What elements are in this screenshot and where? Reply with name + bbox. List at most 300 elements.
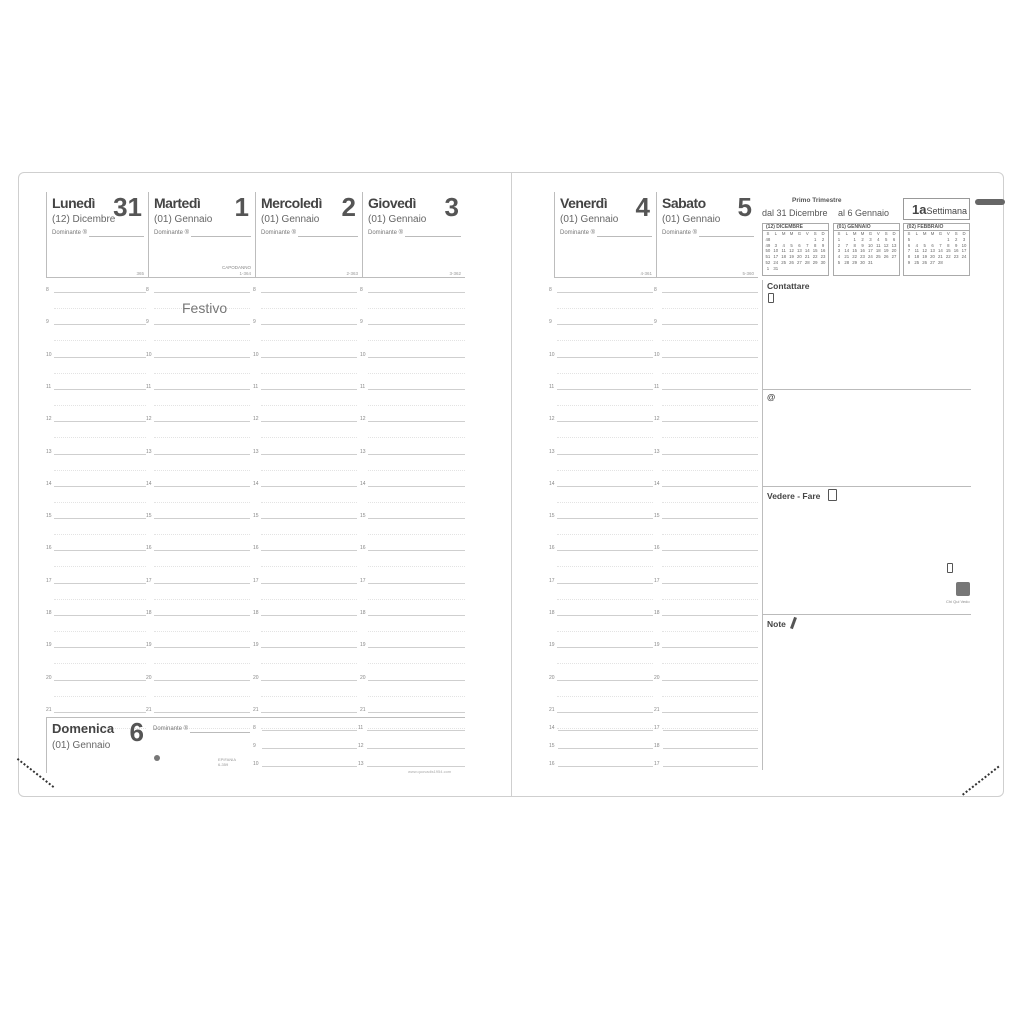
- sunday-header: [46, 717, 150, 773]
- hour-line: [154, 292, 250, 293]
- hour-label: 17: [654, 577, 660, 584]
- hour-row-extra[interactable]: [549, 743, 653, 754]
- hour-row[interactable]: [549, 347, 653, 379]
- calendar-cell: 25: [781, 259, 787, 265]
- hour-row[interactable]: [253, 476, 357, 508]
- calendar-cell: 3: [962, 236, 966, 242]
- calendar-cell: 51: [765, 254, 771, 260]
- hour-row[interactable]: [360, 670, 465, 702]
- sunday-code: [218, 757, 236, 767]
- hour-line: [154, 324, 250, 325]
- hour-row[interactable]: [360, 508, 465, 540]
- day-header: [656, 192, 758, 278]
- calendar-cell: 6: [892, 236, 896, 242]
- day-month: (01) Gennaio: [560, 214, 619, 225]
- hour-row[interactable]: [654, 573, 758, 605]
- hour-row[interactable]: [253, 605, 357, 637]
- hour-row[interactable]: [146, 573, 250, 605]
- hour-line: [368, 324, 465, 325]
- calendar-cell: [788, 238, 796, 243]
- hour-line: [54, 550, 146, 551]
- hour-label: 21: [146, 706, 152, 713]
- hour-line: [663, 748, 758, 749]
- calendar-cell: 13: [797, 248, 802, 254]
- hour-row-extra[interactable]: [549, 761, 653, 772]
- calendar-cell: 18: [875, 248, 881, 254]
- hour-label: 19: [253, 642, 259, 649]
- hour-label: 14: [549, 725, 555, 731]
- trimester-title: Primo Trimestre: [792, 197, 842, 204]
- half-hour-line: [662, 696, 758, 697]
- hour-column: [654, 282, 758, 734]
- hour-row[interactable]: [654, 670, 758, 702]
- hour-label: 9: [253, 319, 256, 326]
- calendar-cell: 13: [891, 242, 897, 248]
- hour-row[interactable]: [360, 282, 465, 314]
- calendar-cell: 1: [766, 265, 770, 271]
- half-hour-line: [54, 308, 146, 309]
- holiday-tag: CAPODANNO: [221, 265, 251, 270]
- calendar-cell: 2: [861, 236, 864, 242]
- mini-calendar-grid: [764, 232, 827, 271]
- hour-row[interactable]: [654, 314, 758, 346]
- hour-label: 15: [46, 513, 52, 520]
- calendar-cell: S: [766, 231, 770, 236]
- hour-label: 13: [46, 448, 52, 455]
- hour-row[interactable]: [146, 314, 250, 346]
- hour-line: [662, 389, 758, 390]
- hour-row[interactable]: [46, 476, 146, 508]
- hour-label: 9: [654, 319, 657, 326]
- hour-line: [262, 730, 357, 731]
- sunday-name: Domenica: [52, 721, 115, 736]
- hour-row[interactable]: [253, 508, 357, 540]
- half-hour-line: [368, 437, 465, 438]
- hour-row[interactable]: [654, 637, 758, 669]
- week-label: Settimana: [926, 206, 967, 216]
- hour-row[interactable]: [146, 444, 250, 476]
- hour-row[interactable]: [253, 411, 357, 443]
- hour-row[interactable]: [549, 444, 653, 476]
- day-count: 365: [136, 271, 144, 276]
- calendar-cell: G: [797, 231, 802, 236]
- hour-line: [662, 712, 758, 713]
- hour-row[interactable]: [46, 347, 146, 379]
- hour-row[interactable]: [654, 540, 758, 572]
- calendar-cell: D: [962, 231, 966, 236]
- half-hour-line: [154, 631, 250, 632]
- dominante-line: [405, 236, 461, 237]
- hour-row-extra[interactable]: [654, 761, 758, 772]
- hour-line: [557, 292, 653, 293]
- calendar-cell: [819, 267, 827, 272]
- hour-row[interactable]: [549, 314, 653, 346]
- calendar-cell: 28: [804, 259, 810, 265]
- hour-row-extra[interactable]: [654, 743, 758, 754]
- hour-row[interactable]: [46, 573, 146, 605]
- hour-row[interactable]: [146, 508, 250, 540]
- hour-line: [261, 583, 357, 584]
- calendar-cell: [929, 238, 937, 243]
- hour-row[interactable]: [146, 540, 250, 572]
- hour-row[interactable]: [654, 476, 758, 508]
- hour-row[interactable]: [146, 605, 250, 637]
- calendar-cell: 5: [884, 236, 888, 242]
- calendar-cell: 30: [820, 259, 826, 265]
- dominante-label: Dominante ®: [662, 230, 698, 236]
- calendar-cell: 50: [765, 248, 771, 254]
- hour-line: [663, 730, 758, 731]
- calendar-cell: 5: [837, 259, 841, 265]
- hour-row[interactable]: [549, 540, 653, 572]
- calendar-cell: [796, 267, 804, 272]
- hour-row[interactable]: [253, 347, 357, 379]
- hour-label: 10: [360, 351, 366, 358]
- half-hour-line: [154, 566, 250, 567]
- sunday-hour-row[interactable]: [358, 725, 465, 736]
- moon-phase-icon: [154, 755, 160, 761]
- calendar-cell: 30: [860, 259, 865, 265]
- hour-row[interactable]: [253, 670, 357, 702]
- half-hour-line: [54, 373, 146, 374]
- dominante-line: [298, 236, 358, 237]
- calendar-cell: M: [922, 231, 927, 236]
- hour-row[interactable]: [46, 637, 146, 669]
- hour-row[interactable]: [253, 540, 357, 572]
- calendar-cell: L: [845, 231, 848, 236]
- hour-label: 13: [654, 448, 660, 455]
- half-hour-line: [557, 502, 653, 503]
- hour-line: [368, 680, 465, 681]
- calendar-cell: 29: [852, 259, 858, 265]
- hour-line: [261, 550, 357, 551]
- calendar-cell: M: [789, 231, 794, 236]
- calendar-cell: 21: [844, 254, 850, 260]
- calendar-cell: 15: [852, 248, 858, 254]
- hour-row[interactable]: [549, 379, 653, 411]
- hour-row[interactable]: [549, 637, 653, 669]
- festivo-label: Festivo: [182, 300, 228, 316]
- calendar-cell: [796, 238, 804, 243]
- calendar-cell: 7: [806, 242, 809, 248]
- hour-label: 10: [253, 351, 259, 358]
- calendar-cell: [803, 267, 811, 272]
- hour-line: [368, 454, 465, 455]
- hour-column: [46, 282, 146, 734]
- hour-row[interactable]: [146, 347, 250, 379]
- day-name: Sabato: [662, 195, 706, 211]
- calendar-cell: [803, 238, 811, 243]
- hour-line: [261, 421, 357, 422]
- calendar-cell: [960, 261, 968, 266]
- calendar-cell: [882, 261, 890, 266]
- calendar-cell: 10: [961, 242, 967, 248]
- hour-row-extra[interactable]: [654, 725, 758, 736]
- calendar-cell: 5: [790, 242, 793, 248]
- qr-label: Chi Qui Vedo: [946, 599, 970, 604]
- calendar-cell: 26: [789, 259, 794, 265]
- hour-label: 16: [654, 545, 660, 552]
- hour-row[interactable]: [549, 670, 653, 702]
- day-number: 2: [341, 192, 356, 222]
- hour-label: 16: [360, 545, 366, 552]
- mini-calendar-title: (02) FEBBRAIO: [904, 224, 969, 231]
- sunday-hour-row[interactable]: [253, 725, 357, 736]
- hour-label: 14: [146, 480, 152, 487]
- calendar-cell: 25: [875, 254, 881, 260]
- hour-line: [54, 421, 146, 422]
- half-hour-line: [54, 696, 146, 697]
- week-badge: [903, 198, 970, 220]
- hour-row[interactable]: [46, 411, 146, 443]
- day-count: 2-363: [346, 271, 358, 276]
- hour-row[interactable]: [146, 476, 250, 508]
- hour-row[interactable]: [549, 411, 653, 443]
- hour-row-extra[interactable]: [549, 725, 653, 736]
- calendar-cell: 15: [812, 248, 818, 254]
- hour-line: [154, 583, 250, 584]
- half-hour-line: [154, 373, 250, 374]
- hour-row[interactable]: [360, 314, 465, 346]
- hour-row[interactable]: [549, 605, 653, 637]
- half-hour-line: [261, 631, 357, 632]
- hour-label: 10: [253, 761, 259, 767]
- calendar-cell: 19: [883, 248, 889, 254]
- half-hour-line: [261, 663, 357, 664]
- day-month: (01) Gennaio: [662, 214, 721, 225]
- calendar-cell: 21: [938, 254, 943, 260]
- hour-line: [261, 615, 357, 616]
- hour-line: [54, 324, 146, 325]
- half-hour-line: [557, 599, 653, 600]
- hour-label: 11: [549, 383, 555, 390]
- hour-line: [368, 647, 465, 648]
- hour-label: 8: [253, 725, 256, 731]
- sunday-hour-row[interactable]: [358, 743, 465, 754]
- hour-row[interactable]: [360, 411, 465, 443]
- day-name: Venerdì: [560, 195, 608, 211]
- hour-row[interactable]: [253, 444, 357, 476]
- half-hour-line: [154, 599, 250, 600]
- sunday-hour-row[interactable]: [253, 761, 357, 772]
- hour-row[interactable]: [654, 282, 758, 314]
- hour-row[interactable]: [549, 573, 653, 605]
- calendar-cell: 16: [953, 248, 959, 254]
- calendar-cell: 23: [860, 254, 865, 260]
- hour-line: [557, 647, 653, 648]
- hour-label: 11: [358, 725, 364, 731]
- hour-line: [557, 518, 653, 519]
- hour-row[interactable]: [253, 314, 357, 346]
- hour-row[interactable]: [253, 282, 357, 314]
- hour-label: 20: [146, 674, 152, 681]
- hour-line: [662, 324, 758, 325]
- hour-line: [662, 550, 758, 551]
- hour-label: 20: [360, 674, 366, 681]
- hour-line: [261, 389, 357, 390]
- calendar-cell: 5: [923, 242, 926, 248]
- day-month: (12) Dicembre: [52, 214, 116, 225]
- hour-row[interactable]: [549, 476, 653, 508]
- half-hour-line: [557, 470, 653, 471]
- hour-row[interactable]: [360, 444, 465, 476]
- hour-line: [368, 518, 465, 519]
- hour-line: [557, 389, 653, 390]
- hour-label: 18: [360, 610, 366, 616]
- hour-row[interactable]: [253, 379, 357, 411]
- hour-label: 16: [146, 545, 152, 552]
- hour-row[interactable]: [360, 347, 465, 379]
- hour-line: [368, 389, 465, 390]
- hour-line: [54, 712, 146, 713]
- hour-line: [154, 486, 250, 487]
- hour-label: 15: [253, 513, 259, 520]
- tablet-icon: [828, 489, 837, 501]
- day-count: 4-361: [640, 271, 652, 276]
- hour-label: 20: [549, 674, 555, 681]
- sunday-hour-row[interactable]: [253, 743, 357, 754]
- calendar-cell: [780, 267, 788, 272]
- calendar-cell: 29: [812, 259, 818, 265]
- hour-label: 13: [549, 448, 555, 455]
- calendar-cell: G: [938, 231, 943, 236]
- hour-row[interactable]: [146, 670, 250, 702]
- hour-row[interactable]: [654, 379, 758, 411]
- half-hour-line: [368, 502, 465, 503]
- day-header: [554, 192, 656, 278]
- hour-label: 15: [549, 743, 555, 749]
- calendar-cell: 3: [837, 248, 841, 254]
- hour-label: 21: [360, 706, 366, 713]
- hour-label: 18: [146, 610, 152, 616]
- mini-calendar-title: (01) GENNAIO: [834, 224, 899, 231]
- hour-label: 9: [549, 319, 552, 326]
- hour-line: [368, 712, 465, 713]
- hour-line: [54, 615, 146, 616]
- calendar-cell: 3: [774, 242, 777, 248]
- hour-row[interactable]: [46, 282, 146, 314]
- hour-line: [558, 766, 653, 767]
- hour-label: 21: [46, 706, 52, 713]
- hour-line: [261, 712, 357, 713]
- hour-row[interactable]: [360, 379, 465, 411]
- hour-line: [54, 389, 146, 390]
- hour-label: 8: [253, 287, 256, 293]
- sunday-month: (01) Gennaio: [52, 740, 111, 751]
- hour-label: 13: [253, 448, 259, 455]
- half-hour-line: [662, 663, 758, 664]
- hour-label: 13: [358, 761, 364, 767]
- hour-row[interactable]: [253, 637, 357, 669]
- half-hour-line: [662, 373, 758, 374]
- hour-line: [154, 615, 250, 616]
- calendar-cell: 4: [877, 236, 880, 242]
- calendar-cell: 8: [907, 254, 911, 260]
- hour-line: [154, 647, 250, 648]
- hour-line: [662, 421, 758, 422]
- day-number: 1: [234, 192, 249, 222]
- calendar-cell: [772, 238, 780, 243]
- hour-label: 8: [360, 287, 363, 293]
- calendar-cell: 23: [820, 254, 826, 260]
- hour-line: [261, 680, 357, 681]
- mini-calendar-grid: [905, 232, 968, 266]
- hour-row[interactable]: [46, 508, 146, 540]
- half-hour-line: [154, 405, 250, 406]
- hour-row[interactable]: [360, 605, 465, 637]
- hour-row[interactable]: [46, 540, 146, 572]
- hour-label: 8: [654, 287, 657, 293]
- calendar-cell: 1: [813, 236, 817, 242]
- day-month: (01) Gennaio: [368, 214, 427, 225]
- calendar-cell: 8: [947, 242, 950, 248]
- hour-label: 12: [253, 416, 259, 423]
- hour-row[interactable]: [654, 508, 758, 540]
- hour-row[interactable]: [360, 637, 465, 669]
- hour-label: 16: [253, 545, 259, 552]
- hour-row[interactable]: [360, 476, 465, 508]
- hour-line: [261, 357, 357, 358]
- calendar-cell: 14: [938, 248, 943, 254]
- half-hour-line: [54, 470, 146, 471]
- hour-row[interactable]: [146, 379, 250, 411]
- hour-line: [261, 518, 357, 519]
- half-hour-line: [261, 373, 357, 374]
- half-hour-line: [54, 502, 146, 503]
- calendar-cell: S: [907, 231, 911, 236]
- hour-row[interactable]: [46, 379, 146, 411]
- hour-row[interactable]: [146, 411, 250, 443]
- hour-line: [557, 454, 653, 455]
- hour-row[interactable]: [360, 540, 465, 572]
- calendar-cell: M: [930, 231, 935, 236]
- hour-row[interactable]: [146, 637, 250, 669]
- hour-label: 19: [360, 642, 366, 649]
- trimester-from: dal 31 Dicembre: [762, 208, 828, 218]
- hour-row[interactable]: [654, 444, 758, 476]
- hour-row[interactable]: [46, 605, 146, 637]
- day-name: Mercoledì: [261, 195, 322, 211]
- hour-row[interactable]: [360, 573, 465, 605]
- hour-row[interactable]: [654, 605, 758, 637]
- hour-label: 17: [654, 761, 660, 767]
- hour-label: 13: [146, 448, 152, 455]
- hour-line: [154, 454, 250, 455]
- day-header: [46, 192, 148, 278]
- hour-line: [154, 712, 250, 713]
- hour-line: [367, 730, 465, 731]
- hour-row[interactable]: [549, 508, 653, 540]
- hour-row[interactable]: [253, 573, 357, 605]
- day-header: [362, 192, 465, 278]
- hour-line: [557, 615, 653, 616]
- half-hour-line: [261, 437, 357, 438]
- hour-row[interactable]: [654, 411, 758, 443]
- hour-label: 18: [654, 610, 660, 616]
- hour-row[interactable]: [549, 282, 653, 314]
- half-hour-line: [557, 631, 653, 632]
- dominante-line: [89, 236, 144, 237]
- hour-label: 19: [654, 642, 660, 649]
- calendar-cell: S: [954, 231, 958, 236]
- hour-row[interactable]: [46, 314, 146, 346]
- calendar-cell: 17: [961, 248, 967, 254]
- half-hour-line: [154, 696, 250, 697]
- hour-row[interactable]: [46, 670, 146, 702]
- hour-row[interactable]: [654, 347, 758, 379]
- calendar-cell: L: [915, 231, 918, 236]
- hour-row[interactable]: [46, 444, 146, 476]
